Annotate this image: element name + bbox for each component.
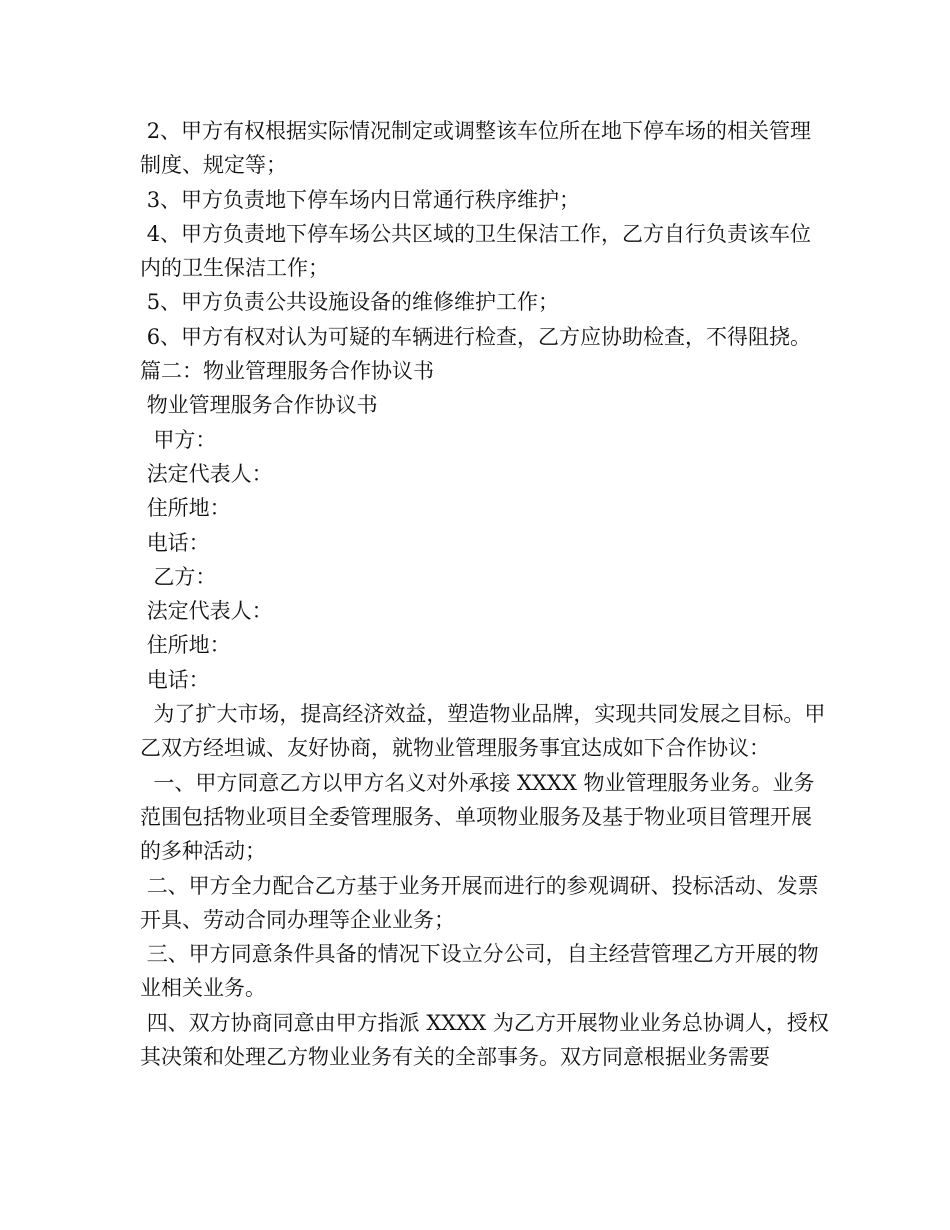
clause-6-vehicle-inspection: 6、甲方有权对认为可疑的车辆进行检查，乙方应协助检查，不得阻挠。 xyxy=(140,324,812,349)
agreement-title: 物业管理服务合作协议书 xyxy=(140,393,378,418)
article-2: 二、甲方全力配合乙方基于业务开展而进行的参观调研、投标活动、发票开具、劳动合同办理等企业业务； xyxy=(140,873,819,932)
section-heading: 篇二：物业管理服务合作协议书 xyxy=(140,359,434,384)
article-4: 四、双方协商同意由甲方指派 XXXX 为乙方开展物业业务总协调人，授权其决策和处理乙方物业业务有关的全部事务。双方同意根据业务需要 xyxy=(140,1010,829,1070)
party-a-phone: 电话： xyxy=(140,530,210,555)
clause-4-cleaning: 4、甲方负责地下停车场公共区域的卫生保洁工作，乙方自行负责该车位内的卫生保洁工作； xyxy=(140,221,812,281)
clause-5-maintenance: 5、甲方负责公共设施设备的维修维护工作； xyxy=(140,290,560,315)
article-1: 一、甲方同意乙方以甲方名义对外承接 XXXX 物业管理服务业务。业务范围包括物业项目全委管理服务、单项物业服务及基于物业项目管理开展的多种活动； xyxy=(140,770,815,864)
party-a-label: 甲方： xyxy=(140,427,217,452)
clause-3-traffic-order: 3、甲方负责地下停车场内日常通行秩序维护； xyxy=(140,187,581,212)
article-3: 三、甲方同意条件具备的情况下设立分公司，自主经营管理乙方开展的物业相关业务。 xyxy=(140,942,819,1001)
party-b-phone: 电话： xyxy=(140,667,210,692)
document-body xyxy=(140,114,830,1074)
clause-2-landlord-rights: 2、甲方有权根据实际情况制定或调整该车位所在地下停车场的相关管理制度、规定等； xyxy=(140,119,812,178)
preamble: 为了扩大市场，提高经济效益，塑造物业品牌，实现共同发展之目标。甲乙双方经坦诚、友好协商，就物业管理服务事宜达成如下合作协议： xyxy=(140,702,826,761)
party-a-address: 住所地： xyxy=(140,496,231,521)
party-b-legal-rep: 法定代表人： xyxy=(140,599,273,624)
party-b-address: 住所地： xyxy=(140,633,231,658)
party-a-legal-rep: 法定代表人： xyxy=(140,461,273,486)
party-b-label: 乙方： xyxy=(140,564,217,589)
